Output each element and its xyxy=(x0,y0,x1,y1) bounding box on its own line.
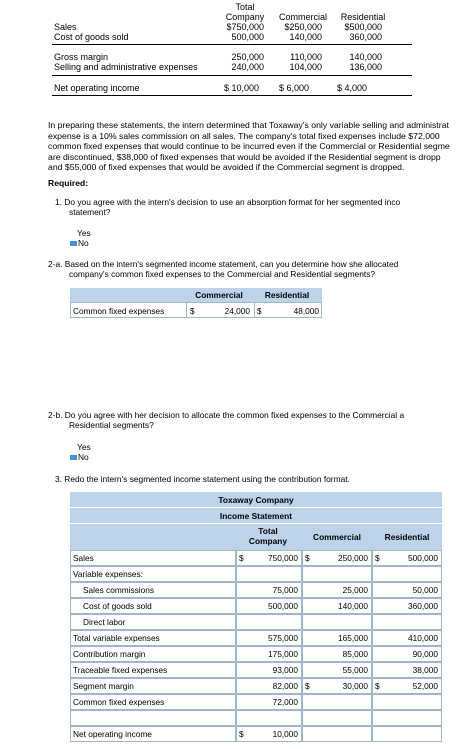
dollar-sign: $ xyxy=(239,729,244,739)
residential-value[interactable]: 48,000 xyxy=(293,306,319,316)
table-row xyxy=(70,582,442,598)
value-cell[interactable] xyxy=(372,566,442,582)
row-total: 250,000 xyxy=(231,52,264,62)
col-total-line2: Company xyxy=(248,536,288,546)
cell-value: 165,000 xyxy=(338,633,368,643)
row-label: Cost of goods sold xyxy=(54,32,129,42)
table-row xyxy=(70,710,442,726)
row-label: Direct labor xyxy=(83,617,126,627)
question-2a-line1: 2-a. Based on the intern's segmented income statement, can you determine how she allocated xyxy=(48,259,399,269)
q1-option-no[interactable] xyxy=(70,238,89,248)
paragraph-line: In preparing these statements, the intern determined that Toxaway's only variable selling and administrat xyxy=(48,120,449,130)
question-1-line1: 1. Do you agree with the intern's decision to use an absorption format for her segmented inco xyxy=(55,197,401,207)
row-label: Cost of goods sold xyxy=(83,601,152,611)
cell-value: 50,000 xyxy=(412,585,438,595)
row-label: Variable expenses: xyxy=(73,569,143,579)
divider xyxy=(70,523,442,524)
q1-option-yes[interactable]: Yes xyxy=(77,228,91,238)
q1-option-no-label: No xyxy=(78,238,89,248)
table-row xyxy=(70,678,442,694)
row-label: Sales commissions xyxy=(83,585,155,595)
q2b-option-yes[interactable]: Yes xyxy=(77,442,91,452)
selected-marker-icon xyxy=(70,241,77,246)
question-2b xyxy=(48,410,465,430)
row-label: Sales xyxy=(73,553,94,563)
statement-title: Income Statement xyxy=(219,511,293,521)
row-label: Segment margin xyxy=(73,681,134,691)
col-commercial: Commercial xyxy=(195,290,243,300)
dollar-sign: $ xyxy=(305,553,310,563)
dollar-sign: $ xyxy=(190,306,195,316)
value-cell[interactable] xyxy=(236,710,302,726)
value-cell[interactable] xyxy=(372,694,442,710)
question-1-line2: statement? xyxy=(69,207,111,217)
divider xyxy=(52,95,412,96)
question-2b-line1: 2-b. Do you agree with her decision to allocate the common fixed expenses to the Commercial a xyxy=(48,410,405,420)
divider xyxy=(52,75,412,76)
row-label: Common fixed expenses xyxy=(73,306,165,316)
table-row xyxy=(70,694,442,710)
question-2b-line2: Residential segments? xyxy=(69,420,154,430)
question-2a xyxy=(48,259,465,279)
col-residential: Residential xyxy=(264,290,310,300)
col-commercial: Commercial xyxy=(313,532,361,542)
value-cell[interactable] xyxy=(372,726,442,742)
value-cell[interactable] xyxy=(236,614,302,630)
cell-value: 93,000 xyxy=(272,665,298,675)
row-commercial: 110,000 xyxy=(290,52,322,62)
row-commercial: 140,000 xyxy=(289,32,322,42)
row-label-cell xyxy=(70,550,236,566)
cell-value: 30,000 xyxy=(342,681,368,691)
col-total-line1: Total xyxy=(258,526,278,536)
paragraph-line: expense is a 10% sales commission on all sales. The company's total fixed expenses include $72,000 xyxy=(48,130,440,141)
value-cell[interactable] xyxy=(302,566,372,582)
table-row xyxy=(70,726,442,742)
row-total: 500,000 xyxy=(231,32,264,42)
question-3: 3. Redo the intern's segmented income statement using the contribution format. xyxy=(55,474,350,484)
col-residential: Residential xyxy=(384,532,430,542)
col-total-line1: Total xyxy=(235,2,255,12)
row-label: Common fixed expenses xyxy=(73,697,165,707)
cell-value: 38,000 xyxy=(412,665,438,675)
row-residential: 140,000 xyxy=(349,52,382,62)
row-label: Gross margin xyxy=(54,52,109,62)
cell-value: 360,000 xyxy=(408,601,438,611)
table-row xyxy=(70,630,442,646)
row-commercial: $ 6,000 xyxy=(279,83,310,93)
cell-value: 25,000 xyxy=(342,585,368,595)
row-label: Net operating income xyxy=(73,729,152,739)
divider xyxy=(70,507,442,508)
row-label: Total variable expenses xyxy=(73,633,160,643)
value-cell[interactable] xyxy=(372,710,442,726)
commercial-value[interactable]: 24,000 xyxy=(224,306,250,316)
dollar-sign: $ xyxy=(257,306,262,316)
col-commercial: Commercial xyxy=(278,12,327,22)
table-row xyxy=(70,662,442,678)
company-title: Toxaway Company xyxy=(218,495,294,505)
cell-value: 750,000 xyxy=(268,553,298,563)
row-residential: $ 4,000 xyxy=(337,83,368,93)
cell-value: 410,000 xyxy=(408,633,438,643)
question-2a-line2: company's common fixed expenses to the Commercial and Residential segments? xyxy=(69,269,376,279)
row-total: 240,000 xyxy=(231,62,264,72)
col-total-line2: Company xyxy=(225,12,265,22)
q2b-option-no-label: No xyxy=(78,452,89,462)
paragraph-line: and $55,000 of fixed expenses that would be avoided if the Commercial segment is dropped. xyxy=(48,162,405,173)
cell-value: 85,000 xyxy=(342,649,368,659)
dollar-sign: $ xyxy=(305,681,310,691)
cell-value: 140,000 xyxy=(338,601,368,611)
table-row xyxy=(70,550,442,566)
table-row xyxy=(70,566,442,582)
divider xyxy=(52,44,412,45)
cell-value: 82,000 xyxy=(272,681,298,691)
row-commercial: $250,000 xyxy=(284,22,322,32)
cell-value: 175,000 xyxy=(268,649,298,659)
value-cell[interactable] xyxy=(302,614,372,630)
cell-value: 75,000 xyxy=(272,585,298,595)
table-row xyxy=(70,646,442,662)
row-total: $750,000 xyxy=(226,22,264,32)
q2b-option-no[interactable] xyxy=(70,452,89,462)
row-label: Selling and administrative expenses xyxy=(54,62,198,72)
selected-marker-icon xyxy=(70,455,77,460)
divider xyxy=(186,302,187,318)
row-label-cell xyxy=(70,710,236,726)
cell-value: 500,000 xyxy=(408,553,438,563)
row-residential: $500,000 xyxy=(344,22,382,32)
row-residential: 136,000 xyxy=(349,62,382,72)
cell-value: 52,000 xyxy=(412,681,438,691)
question-1 xyxy=(55,197,465,217)
paragraph-line: are discontinued, $38,000 of fixed expenses that would be avoided if the Residential segment is dropp xyxy=(48,151,441,162)
table-row xyxy=(70,598,442,614)
row-label: Sales xyxy=(54,22,77,32)
cell-value: 500,000 xyxy=(268,601,298,611)
row-commercial: 104,000 xyxy=(289,62,322,72)
dollar-sign: $ xyxy=(239,553,244,563)
cell-value: 10,000 xyxy=(272,729,298,739)
cell-value: 55,000 xyxy=(342,665,368,675)
cell-value: 250,000 xyxy=(338,553,368,563)
dollar-sign: $ xyxy=(375,553,380,563)
value-cell[interactable] xyxy=(372,614,442,630)
value-cell[interactable] xyxy=(302,694,372,710)
problem-paragraph xyxy=(48,120,465,173)
table-row xyxy=(70,614,442,630)
paragraph-line: common fixed expenses that would continue to be incurred even if the Commercial or Residential segme xyxy=(48,141,450,152)
row-total: $ 10,000 xyxy=(224,83,260,93)
divider xyxy=(254,302,255,318)
row-label: Net operating income xyxy=(54,83,140,93)
cell-value: 72,000 xyxy=(272,697,298,707)
row-residential: 360,000 xyxy=(349,32,382,42)
dollar-sign: $ xyxy=(375,681,380,691)
cell-value: 575,000 xyxy=(268,633,298,643)
col-residential: Residential xyxy=(340,12,386,22)
value-cell[interactable] xyxy=(302,726,372,742)
value-cell[interactable] xyxy=(236,566,302,582)
value-cell[interactable] xyxy=(302,710,372,726)
row-label: Contribution margin xyxy=(73,649,146,659)
row-label: Traceable fixed expenses xyxy=(73,665,168,675)
cell-value: 90,000 xyxy=(412,649,438,659)
required-heading: Required: xyxy=(48,178,89,188)
